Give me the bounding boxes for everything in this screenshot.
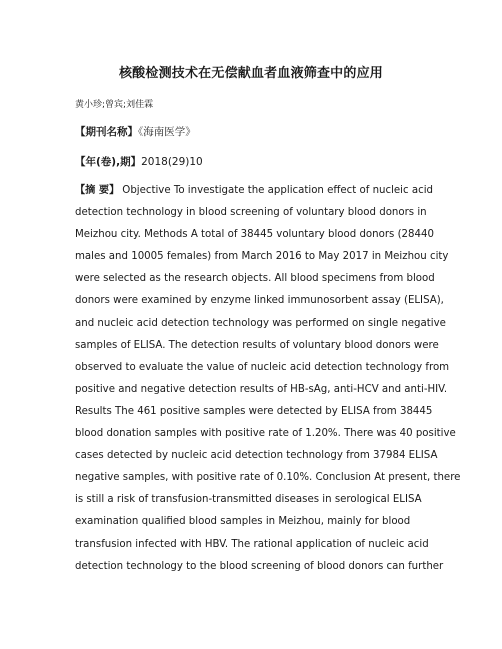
- abstract-line: observed to evaluate the value of nucleic acid detection technology from: [75, 361, 450, 373]
- year-line: [75, 154, 203, 169]
- abstract-line: blood donation samples with positive rate of 1.20%. There was 40 positive: [75, 428, 456, 440]
- journal-line: [75, 124, 196, 139]
- abstract-line: donors were examined by enzyme linked immunosorbent assay (ELISA),: [75, 295, 444, 307]
- abstract-label: 【摘 要】: [75, 185, 120, 196]
- abstract-line: detection technology in blood screening of voluntary blood donors in: [75, 207, 427, 219]
- abstract-line: Results The 461 positive samples were detected by ELISA from 38445: [75, 405, 433, 417]
- abstract-line: examination qualified blood samples in Meizhou, mainly for blood: [75, 516, 411, 528]
- abstract-line: [75, 180, 435, 202]
- journal-value: 《海南医学》: [138, 126, 196, 138]
- abstract-line: and nucleic acid detection technology was performed on single negative: [75, 317, 446, 329]
- year-value: 2018(29)10: [141, 156, 203, 168]
- abstract-text: Objective To investigate the application effect of nucleic acid: [122, 185, 433, 196]
- journal-label: 【期刊名称】: [75, 126, 138, 138]
- abstract-line: Meizhou city. Methods A total of 38445 voluntary blood donors (28440: [75, 229, 434, 241]
- abstract-block: [75, 180, 461, 578]
- author-list: 黄小珍;曾宾;刘佳霖: [75, 100, 154, 110]
- abstract-line: transfusion infected with HBV. The rational application of nucleic acid: [75, 538, 429, 550]
- abstract-line: positive and negative detection results of HB-sAg, anti-HCV and anti-HIV.: [75, 383, 448, 395]
- abstract-line: is still a risk of transfusion-transmitted diseases in serological ELISA: [75, 494, 422, 506]
- abstract-line: detection technology to the blood screening of blood donors can further: [75, 560, 444, 572]
- article-title: 核酸检测技术在无偿献血者血液筛查中的应用: [118, 66, 383, 81]
- abstract-line: negative samples, with positive rate of 0.10%. Conclusion At present, there: [75, 472, 461, 484]
- abstract-line: were selected as the research objects. All blood specimens from blood: [75, 273, 435, 285]
- abstract-line: males and 10005 females) from March 2016 to May 2017 in Meizhou city: [75, 251, 449, 263]
- abstract-line: samples of ELISA. The detection results of voluntary blood donors were: [75, 339, 439, 351]
- abstract-line: cases detected by nucleic acid detection technology from 37984 ELISA: [75, 450, 438, 462]
- year-label: 【年(卷),期】: [75, 156, 142, 168]
